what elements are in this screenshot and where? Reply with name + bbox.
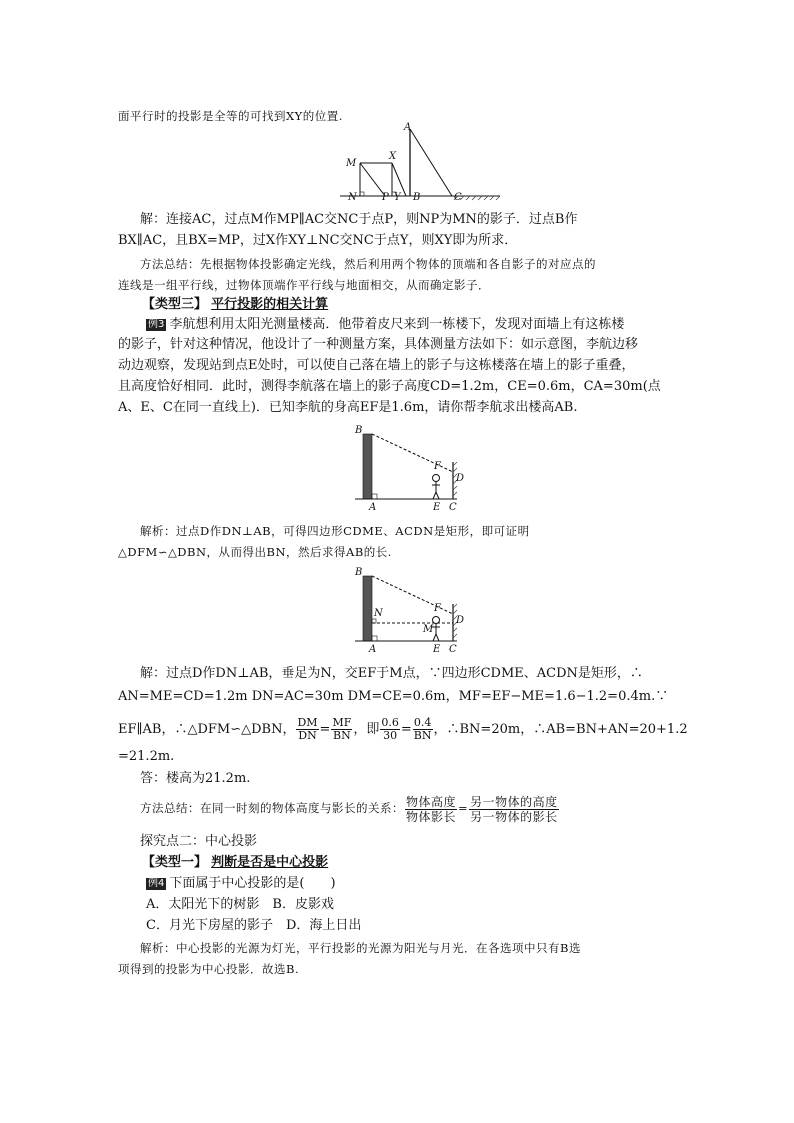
fig1-label-n: N bbox=[348, 192, 357, 203]
fraction-other-shadow-denominator: 另一物体的影长 bbox=[470, 809, 558, 824]
fig1-label-p: P bbox=[382, 192, 389, 203]
fig1-label-x: X bbox=[389, 151, 397, 162]
intro-text: 面平行时的投影是全等的可找到XY的位置. bbox=[118, 109, 343, 123]
fig2-label-c: C bbox=[449, 502, 457, 512]
fig1-label-m: M bbox=[346, 158, 357, 169]
fig3-label-f: F bbox=[434, 603, 441, 614]
fig3-label-n: N bbox=[374, 608, 383, 619]
fig1-label-y: Y bbox=[394, 192, 401, 203]
fraction-04-bn-denominator: BN bbox=[413, 729, 432, 742]
fraction-06-30-numerator: 0.6 bbox=[381, 716, 399, 729]
fraction-mf-bn bbox=[331, 717, 352, 742]
fraction-height-numerator: 物体高度 bbox=[406, 794, 457, 809]
fraction-mf-bn-numerator: MF bbox=[332, 716, 352, 729]
fig3-label-b: B bbox=[355, 567, 363, 578]
analysis3-line2: △DFM∽△DBN，从而得出BN，然后求得AB的长. bbox=[118, 545, 392, 559]
type1-title: 判断是否是中心投影 bbox=[211, 855, 329, 870]
type1-bracket: 【类型一】 bbox=[142, 855, 208, 870]
example3-text1: 李航想利用太阳光测量楼高．他带着皮尺来到一栋楼下，发现对面墙上有这栋楼 bbox=[169, 317, 625, 332]
solution3-line2: AN=ME=CD=1.2m DN=AC=30m DM=CE=0.6m，MF=EF−ME=1.6−1.2=0.4m.∵ bbox=[118, 689, 669, 704]
fraction-shadow-denominator: 物体影长 bbox=[406, 809, 457, 824]
analysis4-line1: 解析：中心投影的光源为灯光，平行投影的光源为阳光与月光．在各选项中只有B选 bbox=[140, 941, 581, 955]
answer3: 答：楼高为21.2m. bbox=[140, 771, 251, 786]
analysis3-line1: 解析：过点D作DN⊥AB，可得四边形CDME、ACDN是矩形，即可证明 bbox=[140, 524, 530, 538]
fig2-label-b: B bbox=[355, 425, 363, 436]
example4-tag: 例4 bbox=[148, 878, 165, 889]
fig1-label-a: A bbox=[404, 122, 412, 133]
solution3-line3-start: EF∥AB，∴△DFM∽△DBN， bbox=[118, 722, 296, 737]
summary1-line2: 连线是一组平行线，过物体顶端作平行线与地面相交，从而确定影子． bbox=[118, 278, 490, 292]
solution3-that-is: ，即 bbox=[353, 722, 380, 737]
summary1-line1: 方法总结：先根据物体投影确定光线，然后利用两个物体的顶端和各自影子的对应点的 bbox=[140, 257, 596, 271]
solution3-line4: =21.2m. bbox=[118, 749, 175, 764]
fig1-label-b: B bbox=[413, 192, 421, 203]
fraction-04-bn bbox=[413, 717, 433, 742]
fig2-label-a: A bbox=[369, 502, 377, 512]
figure-building-shadow-construction bbox=[345, 566, 475, 654]
fraction-height-shadow bbox=[405, 795, 457, 824]
fraction-04-bn-numerator: 0.4 bbox=[413, 716, 432, 729]
solution3-line3-end: ，∴BN=20m，∴AB=BN+AN=20+1.2 bbox=[433, 722, 688, 737]
fig2-label-f: F bbox=[434, 461, 441, 472]
example4-options-cd: C．月光下房屋的影子 D．海上日出 bbox=[146, 918, 362, 933]
fraction-mf-bn-denominator: BN bbox=[333, 729, 351, 742]
fig3-label-e: E bbox=[433, 644, 441, 654]
solution3-equals: = bbox=[319, 722, 331, 737]
figure-building-shadow bbox=[345, 424, 475, 512]
example3-line1 bbox=[146, 316, 624, 334]
figure-projection-construction bbox=[340, 120, 510, 204]
example3-line5: A、E、C在同一直线上)．已知李航的身高EF是1.6m，请你帮李航求出楼高AB. bbox=[118, 400, 578, 415]
fraction-06-30-denominator: 30 bbox=[383, 729, 398, 742]
type1-heading bbox=[142, 854, 328, 872]
example4-question: 下面属于中心投影的是( ) bbox=[169, 876, 336, 891]
solution1-line1: 解：连接AC，过点M作MP∥AC交NC于点P，则NP为MN的影子．过点B作 bbox=[140, 212, 578, 227]
fig2-label-e: E bbox=[433, 502, 441, 512]
explore-point2: 探究点二：中心投影 bbox=[140, 834, 258, 849]
type3-title: 平行投影的相关计算 bbox=[211, 297, 329, 312]
fraction-other-height-numerator: 另一物体的高度 bbox=[470, 794, 558, 809]
fig3-label-a: A bbox=[369, 644, 377, 654]
fig3-label-c: C bbox=[449, 644, 457, 654]
analysis4-line2: 项得到的投影为中心投影．故选B. bbox=[118, 962, 300, 976]
solution3-line3 bbox=[118, 716, 688, 744]
fraction-dm-dn-numerator: DM bbox=[297, 716, 318, 729]
fraction-dm-dn-denominator: DN bbox=[298, 729, 317, 742]
example4-options-ab: A．太阳光下的树影 B．皮影戏 bbox=[146, 897, 334, 912]
summary3-line bbox=[140, 793, 560, 824]
summary3-lead: 方法总结：在同一时刻的物体高度与影长的关系： bbox=[140, 801, 404, 815]
example3-tag: 例3 bbox=[148, 319, 165, 330]
type3-bracket: 【类型三】 bbox=[142, 297, 208, 312]
solution3-line1: 解：过点D作DN⊥AB，垂足为N，交EF于M点，∵四边形CDME、ACDN是矩形，∴ bbox=[140, 666, 643, 681]
fraction-06-30 bbox=[380, 717, 400, 742]
solution1-line2: BX∥AC，且BX=MP，过X作XY⊥NC交NC于点Y，则XY即为所求． bbox=[118, 233, 518, 248]
fig3-label-d: D bbox=[456, 615, 465, 626]
solution3-equals-2: = bbox=[400, 722, 412, 737]
type3-heading bbox=[142, 296, 328, 314]
summary3-equals: = bbox=[458, 801, 469, 815]
fig3-label-m: M bbox=[423, 624, 434, 635]
example3-line4: 且高度恰好相同．此时，测得李航落在墙上的影子高度CD=1.2m，CE=0.6m，CA=30m(点 bbox=[118, 379, 661, 394]
fig2-label-d: D bbox=[456, 473, 465, 484]
fig1-label-c: C bbox=[454, 192, 462, 203]
example3-line3: 动边观察，发现站到点E处时，可以使自己落在墙上的影子与这栋楼落在墙上的影子重叠， bbox=[118, 358, 635, 373]
example4-question-line bbox=[146, 875, 336, 893]
fraction-dm-dn bbox=[296, 717, 318, 742]
fraction-other-height-shadow bbox=[469, 795, 559, 824]
example3-line2: 的影子，针对这种情况，他设计了一种测量方案，具体测量方法如下：如示意图，李航边移 bbox=[118, 337, 639, 352]
